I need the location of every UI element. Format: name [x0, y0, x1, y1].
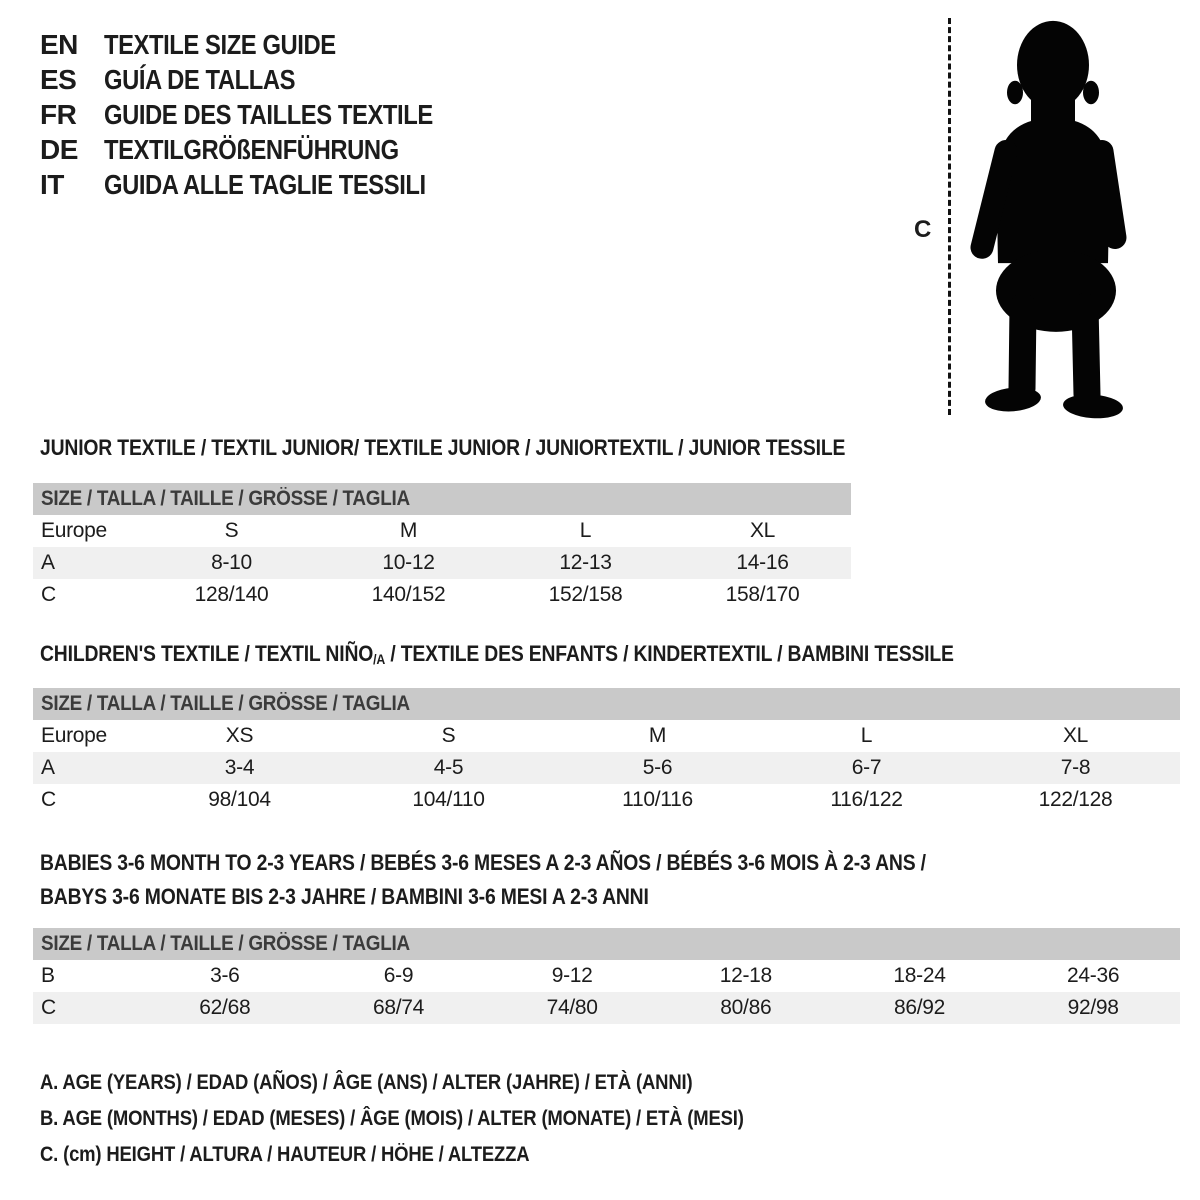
age-cell: 5-6 — [642, 756, 673, 779]
height-cell: 104/110 — [412, 788, 485, 811]
age-cell: 12-13 — [559, 551, 612, 574]
height-cell: 122/128 — [1038, 788, 1113, 811]
table-row-height — [33, 579, 851, 611]
size-cell: L — [860, 724, 873, 747]
lang-code: IT — [40, 169, 64, 200]
note-height-cm: C. (cm) HEIGHT / ALTURA / HAUTEUR / HÖHE / ALTEZZA — [40, 1143, 530, 1166]
height-cell: 140/152 — [371, 583, 446, 606]
row-label: Europe — [41, 724, 107, 747]
lang-title: GUIDE DES TAILLES TEXTILE — [104, 99, 433, 130]
row-label: C — [41, 788, 56, 811]
table-row-age — [33, 752, 1180, 784]
size-cell: L — [579, 519, 592, 542]
size-cell: XL — [1062, 724, 1089, 747]
size-cell: XL — [749, 519, 776, 542]
height-cell: 86/92 — [893, 996, 946, 1019]
lang-code: FR — [40, 99, 77, 130]
size-header-bar — [33, 688, 1180, 720]
months-cell: 12-18 — [719, 964, 772, 987]
height-measure-line — [948, 18, 951, 415]
size-header-bar — [33, 928, 1180, 960]
lang-row-fr — [40, 97, 491, 132]
height-cell: 68/74 — [372, 996, 425, 1019]
months-cell: 18-24 — [893, 964, 946, 987]
lang-code: EN — [40, 29, 78, 60]
lang-code: ES — [40, 64, 77, 95]
height-cell: 110/116 — [622, 788, 693, 811]
children-title-suffix: / TEXTILE DES ENFANTS / KINDERTEXTIL / BAMBINI TESSILE — [385, 641, 954, 666]
baby-silhouette-icon — [953, 14, 1153, 426]
months-cell: 6-9 — [383, 964, 414, 987]
months-cell: 9-12 — [551, 964, 593, 987]
lang-title: TEXTILGRÖßENFÜHRUNG — [104, 134, 399, 165]
size-cell: M — [648, 724, 667, 747]
lang-title: GUIDA ALLE TAGLIE TESSILI — [104, 169, 426, 200]
age-cell: 7-8 — [1060, 756, 1091, 779]
legend-notes — [40, 1069, 840, 1177]
lang-row-es — [40, 62, 491, 97]
height-cell: 74/80 — [546, 996, 598, 1019]
table-row-europe — [33, 720, 1180, 752]
row-label: A — [41, 551, 55, 574]
age-cell: 6-7 — [851, 756, 882, 779]
babies-section-title-line1: BABIES 3-6 MONTH TO 2-3 YEARS / BEBÉS 3-6 MESES A 2-3 AÑOS / BÉBÉS 3-6 MOIS À 2-3 ANS / — [40, 850, 926, 875]
lang-row-en — [40, 27, 491, 62]
size-header-label: SIZE / TALLA / TAILLE / GRÖSSE / TAGLIA — [41, 692, 410, 715]
babies-section-title-line2: BABYS 3-6 MONATE BIS 2-3 JAHRE / BAMBINI 3-6 MESI A 2-3 ANNI — [40, 884, 649, 909]
children-section-title — [40, 640, 954, 670]
note-age-years: A. AGE (YEARS) / EDAD (AÑOS) / ÂGE (ANS) / ALTER (JAHRE) / ETÀ (ANNI) — [40, 1071, 693, 1094]
months-cell: 3-6 — [210, 964, 240, 987]
height-measure-label: C — [914, 216, 932, 243]
height-cell: 92/98 — [1067, 996, 1119, 1019]
months-cell: 24-36 — [1067, 964, 1120, 987]
note-age-months: B. AGE (MONTHS) / EDAD (MESES) / ÂGE (MOIS) / ALTER (MONATE) / ETÀ (MESI) — [40, 1107, 744, 1130]
table-row-europe — [33, 515, 851, 547]
size-cell: M — [399, 519, 418, 542]
row-label: C — [41, 996, 56, 1019]
age-cell: 3-4 — [224, 756, 255, 779]
size-header-label: SIZE / TALLA / TAILLE / GRÖSSE / TAGLIA — [41, 932, 410, 955]
row-label: A — [41, 756, 55, 779]
babies-size-table — [33, 928, 1180, 1024]
height-cell: 128/140 — [194, 583, 269, 606]
age-cell: 10-12 — [382, 551, 435, 574]
row-label: Europe — [41, 519, 107, 542]
row-label: B — [41, 964, 55, 987]
height-cell: 98/104 — [208, 788, 271, 811]
table-row-height — [33, 992, 1180, 1024]
lang-row-de — [40, 132, 491, 167]
size-header-label: SIZE / TALLA / TAILLE / GRÖSSE / TAGLIA — [41, 487, 410, 510]
height-cell: 116/122 — [830, 788, 903, 811]
height-cell: 158/170 — [725, 583, 800, 606]
age-cell: 4-5 — [433, 756, 464, 779]
table-row-age — [33, 547, 851, 579]
age-cell: 14-16 — [736, 551, 789, 574]
lang-row-it — [40, 167, 491, 202]
language-title-list — [40, 27, 491, 202]
children-title-sub: /A — [373, 651, 386, 667]
height-cell: 80/86 — [720, 996, 772, 1019]
table-row-height — [33, 784, 1180, 816]
row-label: C — [41, 583, 56, 606]
size-cell: S — [441, 724, 456, 747]
lang-title: GUÍA DE TALLAS — [104, 64, 296, 95]
children-size-table — [33, 688, 1180, 816]
junior-size-table — [33, 483, 851, 611]
size-cell: S — [224, 519, 239, 542]
size-cell: XS — [225, 724, 254, 747]
table-row-months — [33, 960, 1180, 992]
age-cell: 8-10 — [211, 551, 252, 574]
junior-section-title: JUNIOR TEXTILE / TEXTIL JUNIOR/ TEXTILE JUNIOR / JUNIORTEXTIL / JUNIOR TESSILE — [40, 435, 846, 460]
height-cell: 152/158 — [548, 583, 623, 606]
size-header-bar — [33, 483, 851, 515]
lang-title: TEXTILE SIZE GUIDE — [104, 29, 336, 60]
children-title-prefix: CHILDREN'S TEXTILE / TEXTIL NIÑO — [40, 641, 374, 666]
height-cell: 62/68 — [199, 996, 251, 1019]
lang-code: DE — [40, 134, 78, 165]
